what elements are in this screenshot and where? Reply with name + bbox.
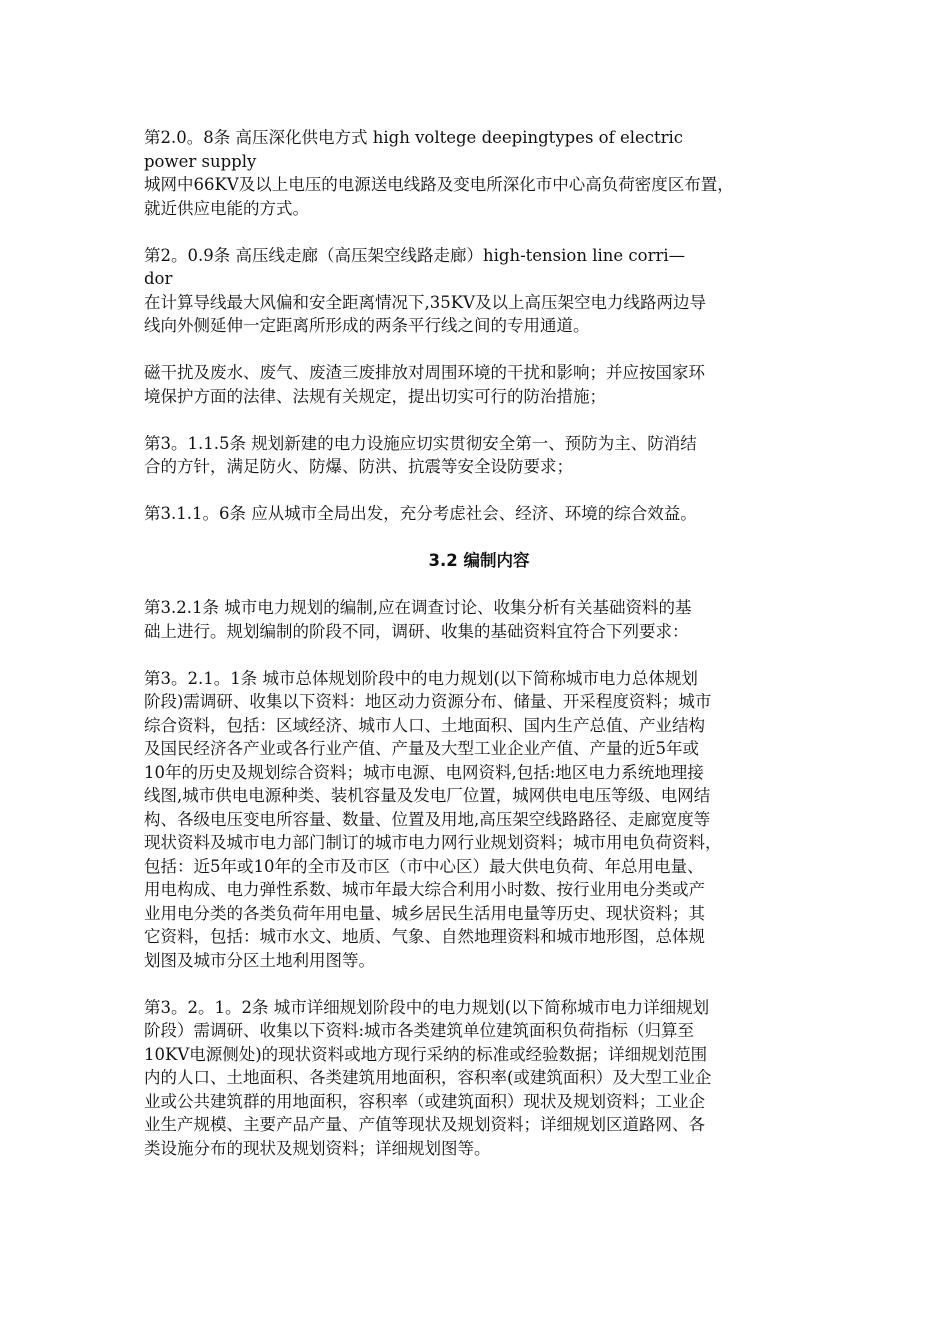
text-line: 城网中66KV及以上电压的电源送电线路及变电所深化市中心高负荷密度区布置，: [144, 175, 734, 194]
text-line: 包括：近5年或10年的全市及市区（市中心区）最大供电负荷、年总用电量、: [144, 856, 704, 876]
text-line: 础上进行。规划编制的阶段不同，调研、收集的基础资料宜符合下列要求：: [144, 621, 689, 641]
text-line: 第2.0。8条 高压深化供电方式 high voltege deepingtypes of electric: [144, 128, 684, 147]
paragraph: [144, 126, 814, 220]
text-line: 第3。1.1.5条 规划新建的电力设施应切实贯彻安全第一、预防为主、防消结: [144, 433, 697, 453]
section-heading: 3.2 编制内容: [428, 551, 530, 570]
text-line: 现状资料及城市电力部门制订的城市电力网行业规划资料；城市用电负荷资料，: [144, 833, 722, 852]
text-line: power supply: [144, 151, 257, 171]
text-line: 10KV电源侧处)的现状资料或地方现行采纳的标准或经验数据；详细规划范围: [144, 1044, 708, 1064]
text-line: 阶段)需调研、收集以下资料：地区动力资源分布、储量、开采程度资料；城市: [144, 692, 712, 711]
text-line: 划图及城市分区土地利用图等。: [144, 950, 375, 970]
text-line: 就近供应电能的方式。: [144, 198, 309, 218]
text-line: 境保护方面的法律、法规有关规定，提出切实可行的防治措施；: [144, 386, 606, 406]
text-line: 及国民经济各产业或各行业产值、产量及大型工业企业产值、产量的近5年或: [144, 739, 699, 758]
paragraph: [144, 596, 814, 643]
text-line: 它资料，包括：城市水文、地质、气象、自然地理资料和城市地形图，总体规: [144, 927, 705, 946]
paragraph: [144, 996, 814, 1161]
text-line: 第3。2。1。2条 城市详细规划阶段中的电力规划(以下简称城市电力详细规划: [144, 997, 710, 1017]
text-line: 磁干扰及废水、废气、废渣三废排放对周围环境的干扰和影响；并应按国家环: [144, 363, 705, 382]
paragraph: [144, 244, 814, 338]
document-page: [144, 126, 814, 1184]
paragraph: [144, 432, 814, 479]
paragraph: [144, 502, 814, 526]
text-line: 业用电分类的各类负荷年用电量、城乡居民生活用电量等历史、现状资料；其: [144, 903, 705, 923]
section-content: [144, 596, 814, 1160]
text-line: 10年的历史及规划综合资料；城市电源、电网资料,包括:地区电力系统地理接: [144, 762, 704, 782]
text-line: 第2。0.9条 高压线走廊（高压架空线路走廊）high-tension line corri—: [144, 245, 686, 265]
text-line: 内的人口、土地面积、各类建筑用地面积，容积率(或建筑面积）及大型工业企: [144, 1068, 712, 1087]
text-line: 线向外侧延伸一定距离所形成的两条平行线之间的专用通道。: [144, 316, 590, 335]
text-line: 业生产规模、主要产品产量、产值等现状及规划资料；详细规划区道路网、各: [144, 1115, 705, 1134]
text-line: 综合资料，包括：区域经济、城市人口、土地面积、国内生产总值、产业结构: [144, 715, 705, 735]
text-line: 在计算导线最大风偏和安全距离情况下,35KV及以上高压架空电力线路两边导: [144, 292, 706, 312]
text-line: 类设施分布的现状及规划资料；详细规划图等。: [144, 1138, 491, 1158]
text-line: 业或公共建筑群的用地面积，容积率（或建筑面积）现状及规划资料；工业企: [144, 1091, 705, 1111]
text-line: 用电构成、电力弹性系数、城市年最大综合利用小时数、按行业用电分类或产: [144, 880, 705, 899]
text-line: 第3。2.1。1条 城市总体规划阶段中的电力规划(以下简称城市电力总体规划: [144, 668, 698, 688]
paragraph: [144, 667, 814, 973]
text-line: dor: [144, 269, 173, 288]
text-line: 阶段）需调研、收集以下资料:城市各类建筑单位建筑面积负荷指标（归算至: [144, 1021, 695, 1040]
paragraph: [144, 361, 814, 408]
text-line: 合的方针，满足防火、防爆、防洪、抗震等安全设防要求；: [144, 457, 573, 476]
text-line: 第3.1.1。6条 应从城市全局出发，充分考虑社会、经济、环境的综合效益。: [144, 504, 697, 523]
text-line: 线图,城市供电电源种类、装机容量及发电厂位置，城网供电电压等级、电网结: [144, 786, 711, 805]
text-line: 构、各级电压变电所容量、数量、位置及用地,高压架空线路路径、走廊宽度等: [144, 809, 711, 829]
section-definitions: [144, 126, 814, 526]
text-line: 第3.2.1条 城市电力规划的编制,应在调查讨论、收集分析有关基础资料的基: [144, 598, 692, 617]
